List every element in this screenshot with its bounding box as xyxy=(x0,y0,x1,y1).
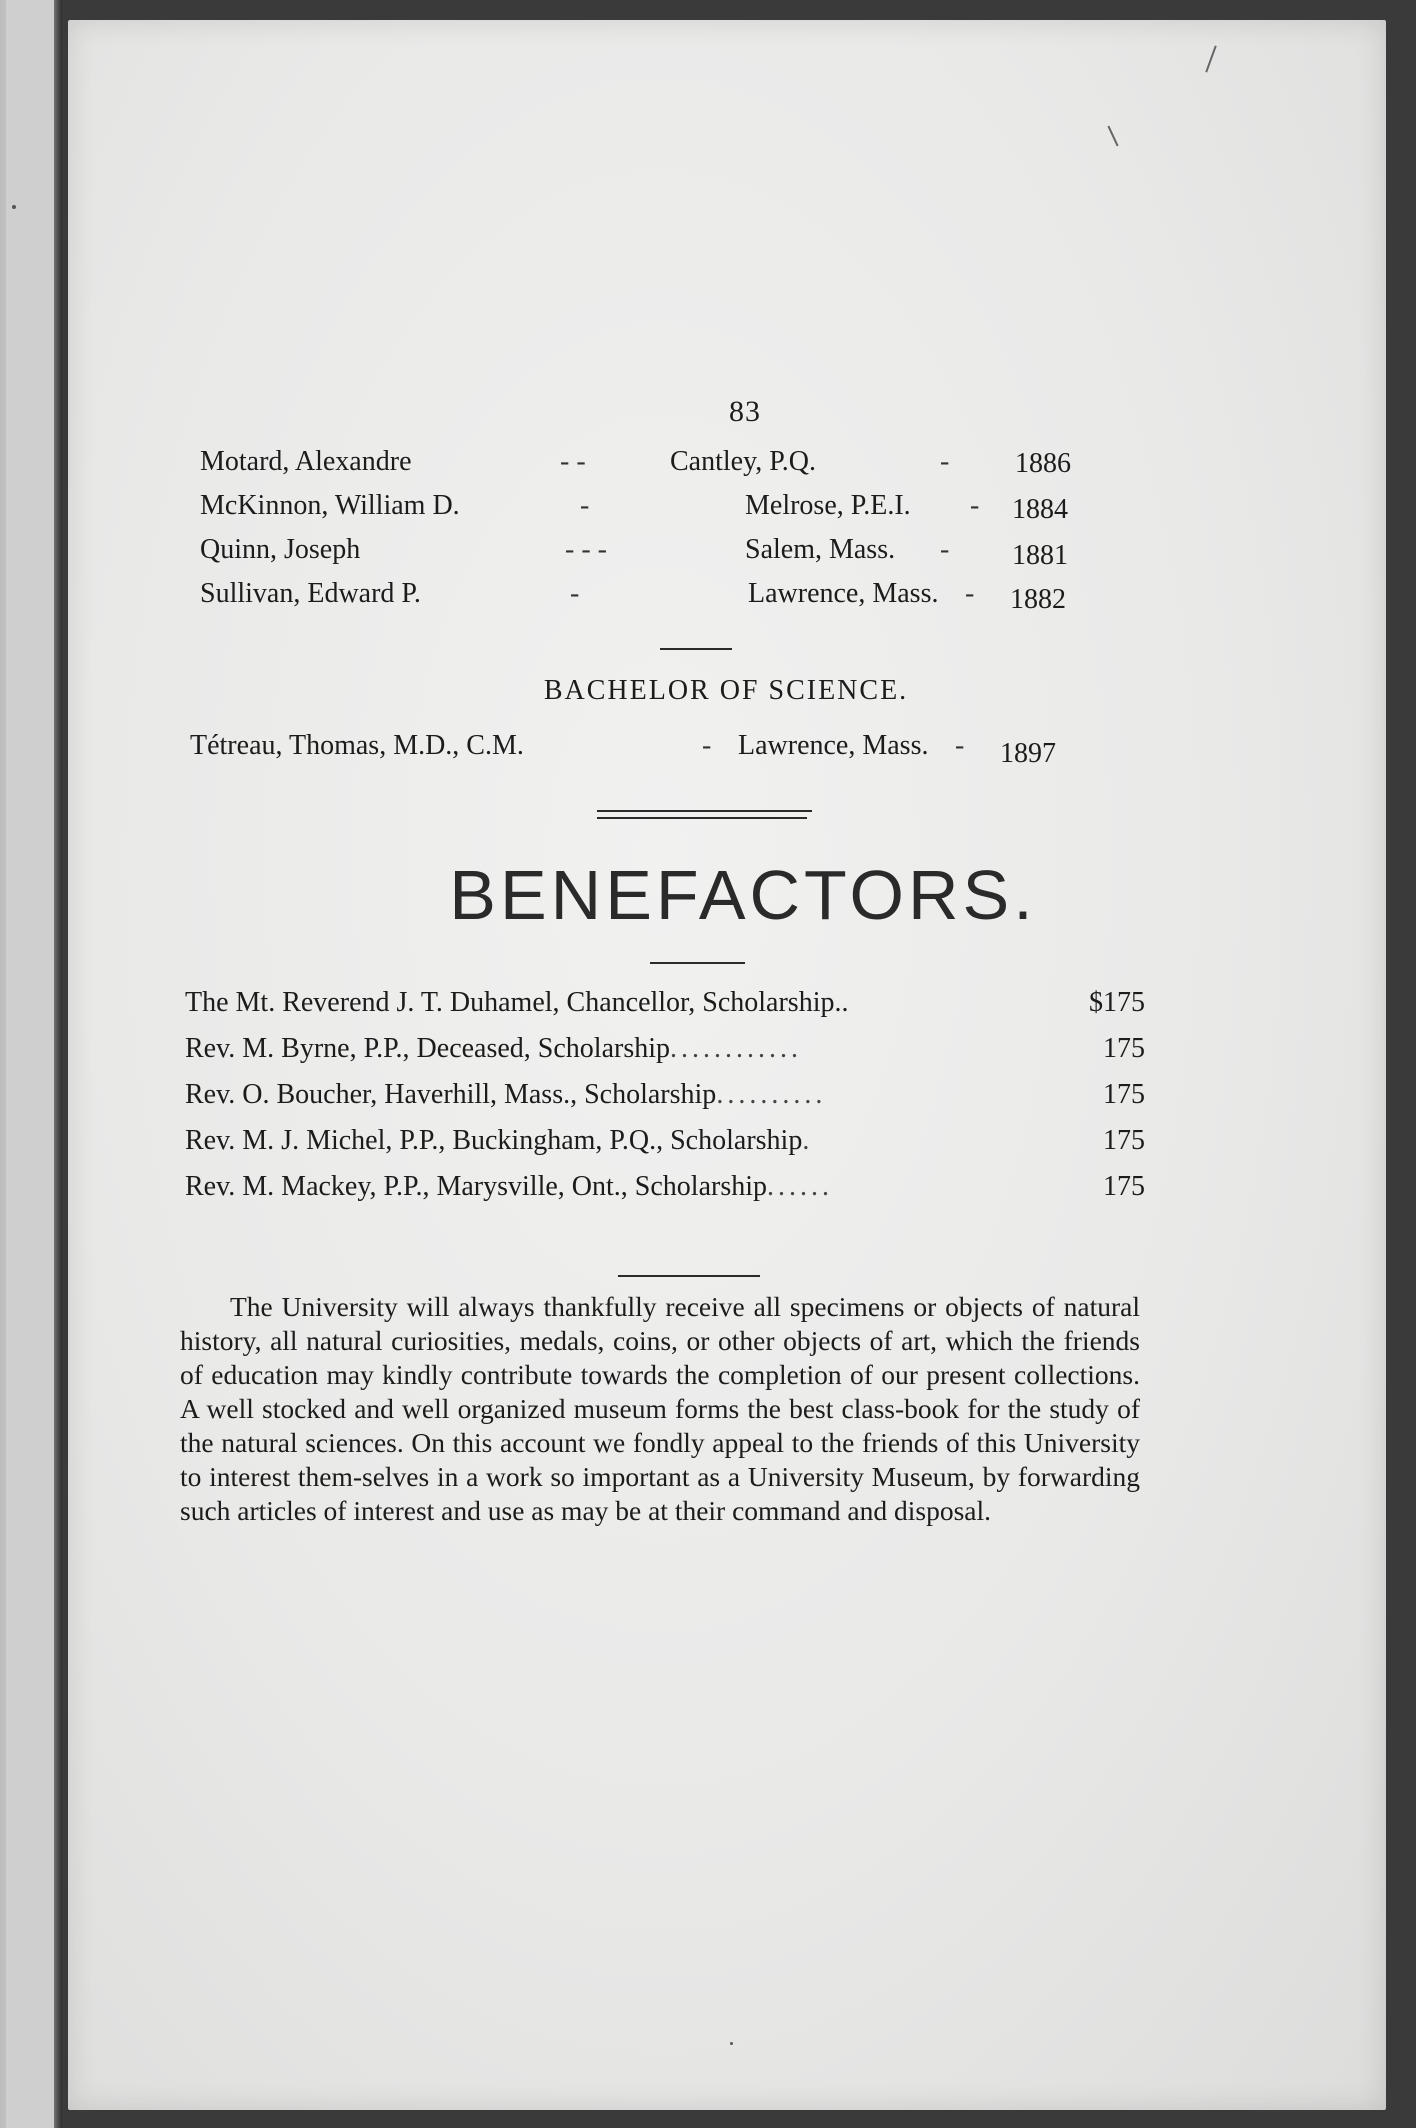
benefactor-entry: Rev. M. J. Michel, P.P., Buckingham, P.Q., Scholarship xyxy=(185,1125,803,1156)
adjacent-page-strip xyxy=(6,0,54,2128)
leader-dash: - xyxy=(702,730,712,761)
dot-leader: .......... xyxy=(716,1079,827,1110)
list-item xyxy=(185,1164,1145,1210)
scholarship-amount: 175 xyxy=(1103,1033,1145,1064)
list-item xyxy=(200,484,1180,528)
list-item xyxy=(200,440,1180,484)
list-item xyxy=(200,572,1180,616)
list-item xyxy=(190,724,1170,768)
benefactor-entry: Rev. M. Byrne, P.P., Deceased, Scholarship xyxy=(185,1033,671,1064)
section-divider xyxy=(618,1275,760,1277)
graduate-year: 1897 xyxy=(1000,738,1056,769)
graduate-name: Tétreau, Thomas, M.D., C.M. xyxy=(190,730,524,761)
scholarship-amount: 175 xyxy=(1103,1125,1145,1156)
double-rule-bottom xyxy=(597,817,807,819)
list-item xyxy=(185,980,1145,1026)
graduate-place: Melrose, P.E.I. xyxy=(745,490,911,521)
graduate-year: 1884 xyxy=(1012,494,1068,525)
list-item xyxy=(185,1026,1145,1072)
benefactor-entry: The Mt. Reverend J. T. Duhamel, Chancellor, Scholarship.. xyxy=(185,987,849,1018)
list-item xyxy=(185,1118,1145,1164)
museum-appeal-paragraph: The University will always thankfully receive all specimens or objects of natural history, all natural curiosities, medals, coins, or other objects of art, which the friends of education may kindly contribute towards the completion of our present collections. A well stocked and well organized museum forms the best class-book for the study of the natural sciences. On this account we fondly appeal to the friends of this University to interest them-selves in a work so important as a University Museum, by forwarding such articles of interest and use as may be at their command and disposal. xyxy=(180,1291,1140,1526)
bachelor-heading: BACHELOR OF SCIENCE. xyxy=(543,675,909,706)
paper-speck xyxy=(730,2042,733,2045)
scholarship-amount: 175 xyxy=(1103,1171,1145,1202)
graduate-place: Cantley, P.Q. xyxy=(670,446,816,477)
leader-dash: - xyxy=(940,534,950,565)
graduate-year: 1881 xyxy=(1012,540,1068,571)
scholarship-amount: 175 xyxy=(1103,1079,1145,1110)
graduate-name: Motard, Alexandre xyxy=(200,446,412,477)
list-item xyxy=(200,528,1180,572)
benefactor-entry: Rev. M. Mackey, P.P., Marysville, Ont., Scholarship xyxy=(185,1171,767,1202)
benefactors-list xyxy=(185,980,1145,1210)
bachelor-list xyxy=(190,724,1170,768)
graduate-place: Lawrence, Mass. xyxy=(738,730,929,761)
list-item xyxy=(185,1072,1145,1118)
graduate-year: 1882 xyxy=(1010,584,1066,615)
scholarship-amount: $175 xyxy=(1089,987,1145,1018)
book-binding-edge xyxy=(0,0,62,2128)
graduate-name: Sullivan, Edward P. xyxy=(200,578,421,609)
graduate-place: Lawrence, Mass. xyxy=(748,578,939,609)
section-divider xyxy=(650,962,745,964)
graduate-place: Salem, Mass. xyxy=(745,534,896,565)
leader-dash: - - xyxy=(560,446,586,477)
section-divider xyxy=(660,648,732,650)
graduate-name: McKinnon, William D. xyxy=(200,490,460,521)
leader-dash: - xyxy=(570,578,580,609)
page-number: 83 xyxy=(729,395,761,428)
leader-dash: - xyxy=(940,446,950,477)
graduates-list xyxy=(200,440,1180,616)
benefactors-title: BENEFACTORS. xyxy=(449,856,1037,934)
dot-leader: . xyxy=(802,1125,814,1156)
leader-dash: - xyxy=(580,490,590,521)
benefactor-entry: Rev. O. Boucher, Haverhill, Mass., Scholarship xyxy=(185,1079,717,1110)
double-rule-top xyxy=(597,810,812,812)
graduate-year: 1886 xyxy=(1015,448,1071,479)
leader-dash: - xyxy=(955,730,965,761)
leader-dash: - xyxy=(965,578,975,609)
paper-speck xyxy=(12,205,16,209)
leader-dash: - - - xyxy=(565,534,607,565)
dot-leader: ...... xyxy=(767,1171,833,1202)
leader-dash: - xyxy=(970,490,980,521)
graduate-name: Quinn, Joseph xyxy=(200,534,361,565)
dot-leader: ............ xyxy=(670,1033,803,1064)
